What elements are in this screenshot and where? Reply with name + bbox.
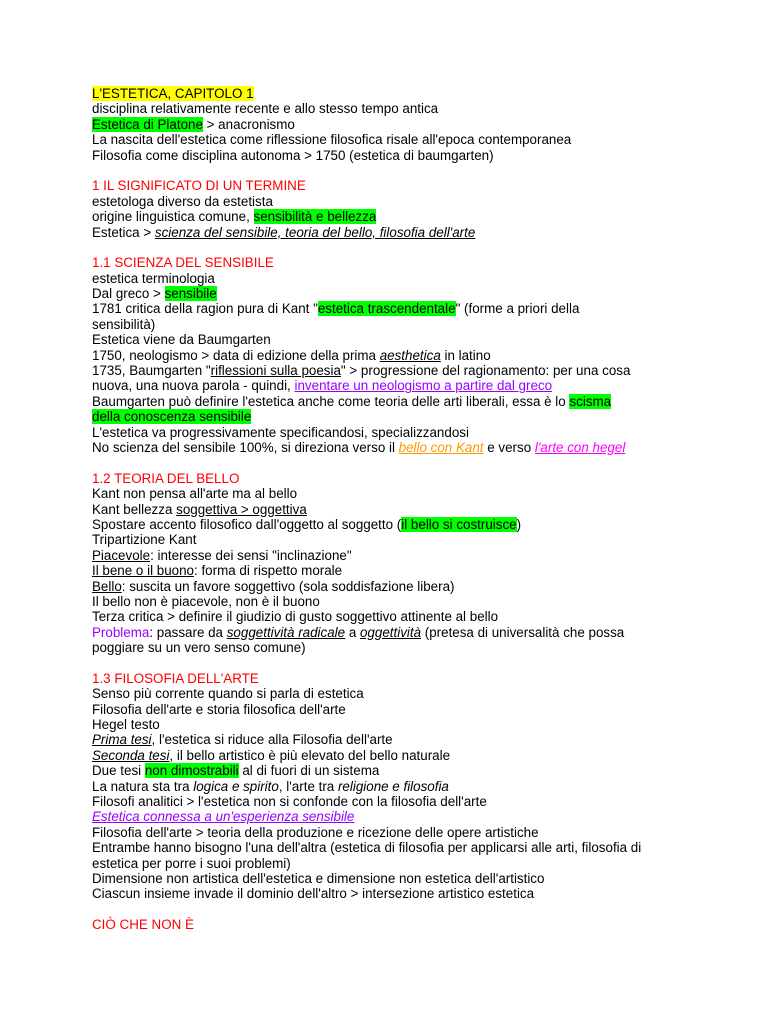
highlight: non dimostrabili <box>144 763 239 779</box>
document-page <box>92 86 692 932</box>
text-span: 1781 critica della ragion pura di Kant " <box>92 301 318 317</box>
text-line <box>92 517 692 532</box>
emphasis: Seconda tesi <box>92 747 170 763</box>
section-heading: 1.3 FILOSOFIA DELL'ARTE <box>92 670 259 686</box>
highlight: scisma <box>569 393 612 409</box>
emphasis: religione e filosofia <box>337 778 449 794</box>
text-line <box>92 348 692 363</box>
text-line: Senso più corrente quando si parla di estetica <box>92 686 364 702</box>
text-span: : interesse dei sensi "inclinazione" <box>150 547 352 563</box>
text-line: Kant non pensa all'arte ma al bello <box>92 486 298 502</box>
text-span: Due tesi <box>92 763 145 779</box>
paragraph-gap <box>92 163 692 178</box>
link[interactable]: l'arte con hegel <box>534 439 626 455</box>
text-span: Spostare accento filosofico dall'oggetto al soggetto ( <box>92 516 402 532</box>
document-title: L'ESTETICA, CAPITOLO 1 <box>92 86 254 101</box>
text-line <box>92 440 692 455</box>
emphasis: logica e spirito <box>193 778 279 794</box>
link[interactable]: Problema <box>92 624 150 640</box>
text-line <box>92 563 692 578</box>
emphasis: aesthetica <box>379 347 441 363</box>
section-heading: 1.1 SCIENZA DEL SENSIBILE <box>92 255 274 271</box>
text-line <box>92 779 692 794</box>
highlight: il bello si costruisce <box>401 516 517 532</box>
text-line <box>92 748 692 763</box>
underlined-text: Piacevole <box>92 547 151 563</box>
text-span: : passare da <box>149 624 227 640</box>
text-line <box>92 548 692 563</box>
text-line: disciplina relativamente recente e allo stesso tempo antica <box>92 101 439 117</box>
section-heading: 1.2 TEORIA DEL BELLO <box>92 470 240 486</box>
text-span: ) <box>516 516 522 532</box>
highlight: estetica trascendentale <box>317 301 456 317</box>
section-heading: CIÒ CHE NON È <box>92 917 194 933</box>
underlined-text: Bello <box>92 578 122 594</box>
text-line <box>92 625 692 640</box>
underlined-text: Il bene o il buono <box>92 563 194 579</box>
text-span: , il bello artistico è più elevato del bello naturale <box>169 747 451 763</box>
emphasis: soggettività radicale <box>226 624 346 640</box>
text-span: (pretesa di universalità che possa <box>421 624 625 640</box>
paragraph-gap <box>92 240 692 255</box>
paragraph-gap <box>92 902 692 917</box>
text-span: , l'arte tra <box>278 778 338 794</box>
text-line <box>92 409 692 424</box>
text-span: 1735, Baumgarten " <box>92 363 211 379</box>
text-line: Ciascun insieme invade il dominio dell'altro > intersezione artistico estetica <box>92 886 535 902</box>
paragraph-gap <box>92 655 692 670</box>
text-line: Dimensione non artistica dell'estetica e dimensione non estetica dell'artistico <box>92 870 545 886</box>
text-span: : suscita un favore soggettivo (sola soddisfazione libera) <box>121 578 455 594</box>
highlight: sensibile <box>164 286 217 302</box>
emphasis: oggettività <box>359 624 422 640</box>
text-line: La nascita dell'estetica come riflessione filosofica risale all'epoca contemporanea <box>92 132 572 148</box>
link[interactable]: inventare un neologismo a partire dal greco <box>294 378 553 394</box>
underlined-text: riflessioni sulla poesia <box>210 363 341 379</box>
text-line <box>92 394 692 409</box>
text-line: Filosofia dell'arte > teoria della produzione e ricezione delle opere artistiche <box>92 824 539 840</box>
text-line: Filosofia come disciplina autonoma > 1750 (estetica di baumgarten) <box>92 147 494 163</box>
text-line <box>92 301 692 316</box>
text-span: Dal greco > <box>92 286 165 302</box>
text-line: estetica per porre i suoi problemi) <box>92 855 291 871</box>
text-line: Filosofi analitici > l'estetica non si confonde con la filosofia dell'arte <box>92 793 487 809</box>
text-line: Il bello non è piacevole, non è il buono <box>92 593 320 609</box>
text-line: Terza critica > definire il giudizio di gusto soggettivo attinente al bello <box>92 609 499 625</box>
text-span: Kant bellezza <box>92 501 177 517</box>
text-span: La natura sta tra <box>92 778 194 794</box>
text-span: in latino <box>440 347 491 363</box>
section-heading: 1 IL SIGNIFICATO DI UN TERMINE <box>92 178 306 194</box>
text-line: sensibilità) <box>92 316 156 332</box>
link[interactable]: bello con Kant <box>398 439 484 455</box>
emphasis: scienza del sensibile, teoria del bello, filosofia dell'arte <box>154 224 476 240</box>
text-line <box>92 809 692 824</box>
paragraph-gap <box>92 455 692 470</box>
text-line <box>92 209 692 224</box>
text-line: poggiare su un vero senso comune) <box>92 640 306 656</box>
text-line: Estetica viene da Baumgarten <box>92 332 271 348</box>
text-line <box>92 363 692 378</box>
text-span: Baumgarten può definire l'estetica anche come teoria delle arti liberali, essa è lo <box>92 393 570 409</box>
text-span: , l'estetica si riduce alla Filosofia dell'arte <box>151 732 393 748</box>
text-line: L'estetica va progressivamente specificandosi, specializzandosi <box>92 424 469 440</box>
text-line: Hegel testo <box>92 717 160 733</box>
text-line: Filosofia dell'arte e storia filosofica dell'arte <box>92 701 346 717</box>
text-span: Estetica > <box>92 224 155 240</box>
text-line <box>92 225 692 240</box>
text-span: 1750, neologismo > data di edizione della prima <box>92 347 380 363</box>
text-line <box>92 732 692 747</box>
highlight: sensibilità e bellezza <box>253 209 377 225</box>
text-span: origine linguistica comune, <box>92 209 254 225</box>
text-line <box>92 378 692 393</box>
text-line: estetologa diverso da estetista <box>92 193 273 209</box>
text-span: No scienza del sensibile 100%, si direziona verso il <box>92 439 399 455</box>
text-span: a <box>345 624 360 640</box>
highlight: della conoscenza sensibile <box>92 409 252 425</box>
document-title-line <box>92 86 692 101</box>
link[interactable]: Estetica connessa a un'esperienza sensibile <box>92 809 355 825</box>
text-span: e verso <box>483 439 535 455</box>
text-line <box>92 117 692 132</box>
highlight: Estetica di Platone <box>92 116 203 132</box>
text-line: Tripartizione Kant <box>92 532 197 548</box>
text-span: " > progressione del ragionamento: per una cosa <box>340 363 631 379</box>
text-span: " (forme a priori della <box>455 301 580 317</box>
text-line <box>92 286 692 301</box>
text-line <box>92 763 692 778</box>
text-line <box>92 502 692 517</box>
text-line: Entrambe hanno bisogno l'una dell'altra (estetica di filosofia per applicarsi alle arti, filosofia di <box>92 840 642 856</box>
text-span: nuova, una nuova parola - quindi, <box>92 378 295 394</box>
text-span: > anacronismo <box>202 116 295 132</box>
text-line <box>92 579 692 594</box>
underlined-text: soggettiva > oggettiva <box>176 501 307 517</box>
text-span: : forma di rispetto morale <box>194 563 343 579</box>
emphasis: Prima tesi <box>92 732 152 748</box>
text-line: estetica terminologia <box>92 270 215 286</box>
text-span: al di fuori di un sistema <box>238 763 380 779</box>
